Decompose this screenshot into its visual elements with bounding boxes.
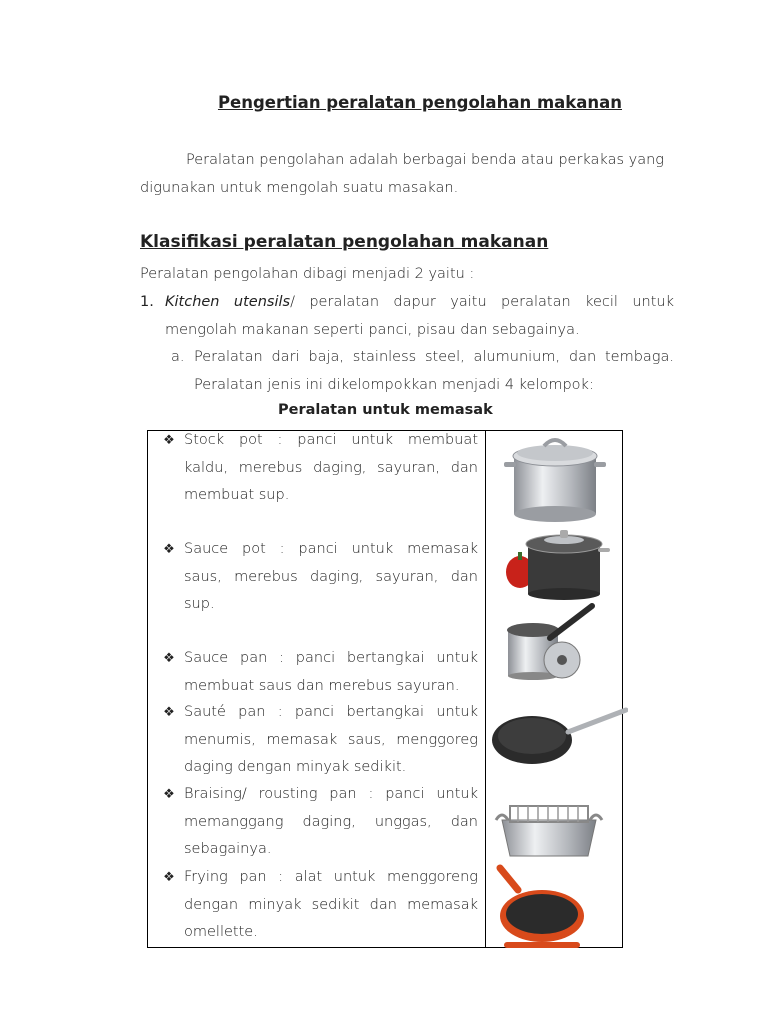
frying-pan-icon <box>496 864 588 956</box>
diamond-bullet-icon: ❖ <box>163 542 175 557</box>
sauce-pot-icon <box>500 526 612 602</box>
row-text-line: Sauce pot : panci untuk memasak <box>184 541 478 557</box>
table-column-divider <box>485 430 486 948</box>
sub-item-a-line-2: Peralatan jenis ini dikelompokkan menjadi 4 kelompok: <box>194 377 594 393</box>
row-text-line: kaldu, merebus daging, sayuran, dan <box>184 459 478 476</box>
row-text-line: Stock pot : panci untuk membuat <box>184 432 478 448</box>
table-row-sauce-pan <box>160 645 478 700</box>
page-title: Pengertian peralatan pengolahan makanan <box>217 93 623 112</box>
list-number-1: 1. <box>140 294 154 310</box>
row-text-line: dengan minyak sedikit dan memasak <box>184 896 478 913</box>
table-row-frying-pan <box>160 864 478 947</box>
diamond-bullet-icon: ❖ <box>163 651 175 666</box>
table-row-sauce-pot <box>160 536 478 619</box>
sub-item-letter-a: a. <box>171 349 185 365</box>
table-row-stock-pot <box>160 427 478 510</box>
row-text-line: Frying pan : alat untuk menggoreng <box>184 869 478 885</box>
row-text-line: daging dengan minyak sedikit. <box>184 759 407 775</box>
table-row-roasting-pan <box>160 781 478 864</box>
diamond-bullet-icon: ❖ <box>163 870 175 885</box>
diamond-bullet-icon: ❖ <box>163 787 175 802</box>
row-text-line: sebagainya. <box>184 841 272 857</box>
row-text-line: membuat sup. <box>184 487 290 503</box>
section-heading: Klasifikasi peralatan pengolahan makanan <box>140 232 549 252</box>
roasting-pan-icon <box>494 790 604 862</box>
list-item-1-line-2: mengolah makanan seperti panci, pisau dan sebagainya. <box>165 322 580 338</box>
row-text-line: membuat saus dan merebus sayuran. <box>184 677 460 694</box>
row-text-line: omellette. <box>184 924 258 940</box>
kitchen-utensils-term: Kitchen utensils <box>165 294 291 310</box>
row-text-line: Sauce pan : panci bertangkai untuk <box>184 650 478 666</box>
diamond-bullet-icon: ❖ <box>163 433 175 448</box>
row-text-line: memanggang daging, unggas, dan <box>184 813 478 830</box>
row-text-line: Sauté pan : panci bertangkai untuk <box>184 704 478 720</box>
sub-item-a-line-1: Peralatan dari baja, stainless steel, alumunium, dan tembaga. <box>194 349 674 365</box>
row-text-line: sup. <box>184 596 215 612</box>
table-row-saute-pan <box>160 699 478 782</box>
table-caption: Peralatan untuk memasak <box>278 402 493 418</box>
row-text-line: Braising/ rousting pan : panci untuk <box>184 786 478 802</box>
stock-pot-icon <box>500 432 610 524</box>
list-item-1-line-1: Kitchen utensils/ peralatan dapur yaitu peralatan kecil untuk <box>165 294 674 310</box>
row-text-line: menumis, memasak saus, menggoreg <box>184 731 478 748</box>
row-text-line: saus, merebus daging, sayuran, dan <box>184 568 478 585</box>
section-intro: Peralatan pengolahan dibagi menjadi 2 yaitu : <box>140 266 475 282</box>
sauce-pan-icon <box>500 602 600 682</box>
intro-line-2: digunakan untuk mengolah suatu masakan. <box>140 180 459 196</box>
intro-line-1: Peralatan pengolahan adalah berbagai benda atau perkakas yang <box>186 152 664 168</box>
saute-pan-icon <box>490 702 628 772</box>
diamond-bullet-icon: ❖ <box>163 705 175 720</box>
